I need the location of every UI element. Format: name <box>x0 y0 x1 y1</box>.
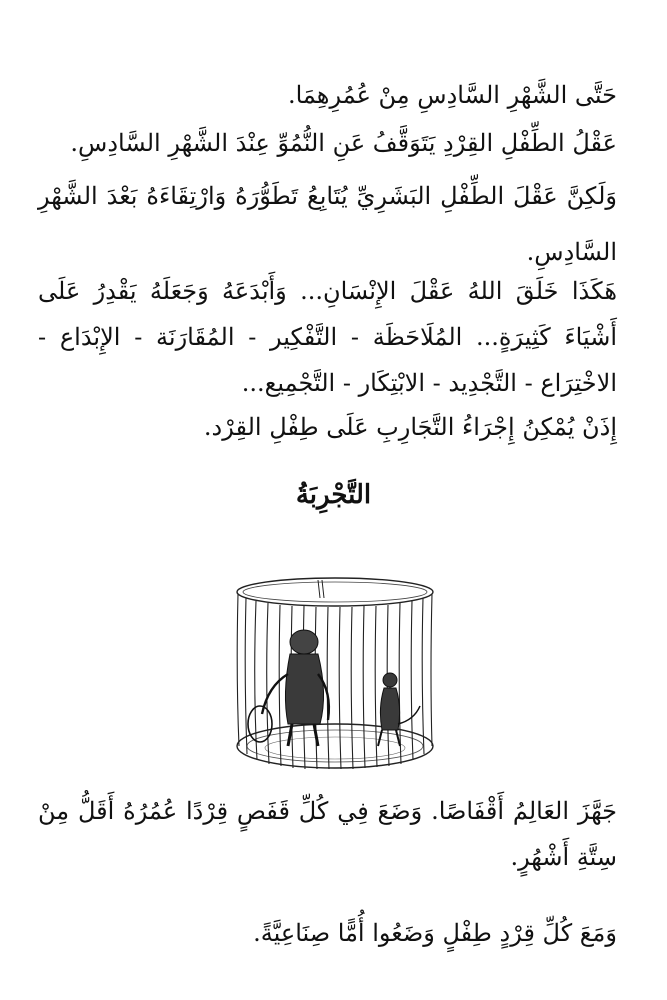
paragraph-3: وَلَكِنَّ عَقْلَ الطِّفْلِ البَشَرِيِّ يُتَابِعُ تَطَوُّرَهُ وَارْتِقَاءَهُ بَعْدَ الشَّهْرِ السَّادِسِ. <box>38 182 617 266</box>
paragraph-7: وَمَعَ كُلِّ قِرْدٍ طِفْلٍ وَضَعُوا أُمًّا صِنَاعِيَّةً. <box>253 919 617 947</box>
section-heading: التَّجْرِبَةُ <box>295 480 372 510</box>
paragraph-4: هَكَذَا خَلَقَ اللهُ عَقْلَ الإِنْسَانِ... وَأَبْدَعَهُ وَجَعَلَهُ يَقْدِرُ عَلَى أَشْيَاءَ كَثِيرَةٍ... المُلَاحَظَة - التَّفْكِير - المُقَارَنَة - الإِبْدَاع - الاخْتِرَاع - التَّجْدِيد - الابْتِكَار - التَّجْمِيع... <box>38 277 617 397</box>
paragraph-6: جَهَّزَ العَالِمُ أَقْفَاصًا. وَضَعَ فِي كُلِّ قَفَصٍ قِرْدًا عُمُرُهُ أَقَلُّ مِنْ سِتَّةِ أَشْهُرٍ. <box>38 797 617 871</box>
paragraph-2: عَقْلُ الطِّفْلِ القِرْدِ يَتَوَقَّفُ عَنِ النُّمُوِّ عِنْدَ الشَّهْرِ السَّادِسِ. <box>70 129 617 157</box>
monkeys-in-cage-illustration <box>232 574 438 774</box>
paragraph-5: إِذَنْ يُمْكِنُ إِجْرَاءُ التَّجَارِبِ عَلَى طِفْلِ القِرْد. <box>203 413 617 441</box>
paragraph-1: حَتَّى الشَّهْرِ السَّادِسِ مِنْ عُمُرِهِمَا. <box>287 81 617 109</box>
